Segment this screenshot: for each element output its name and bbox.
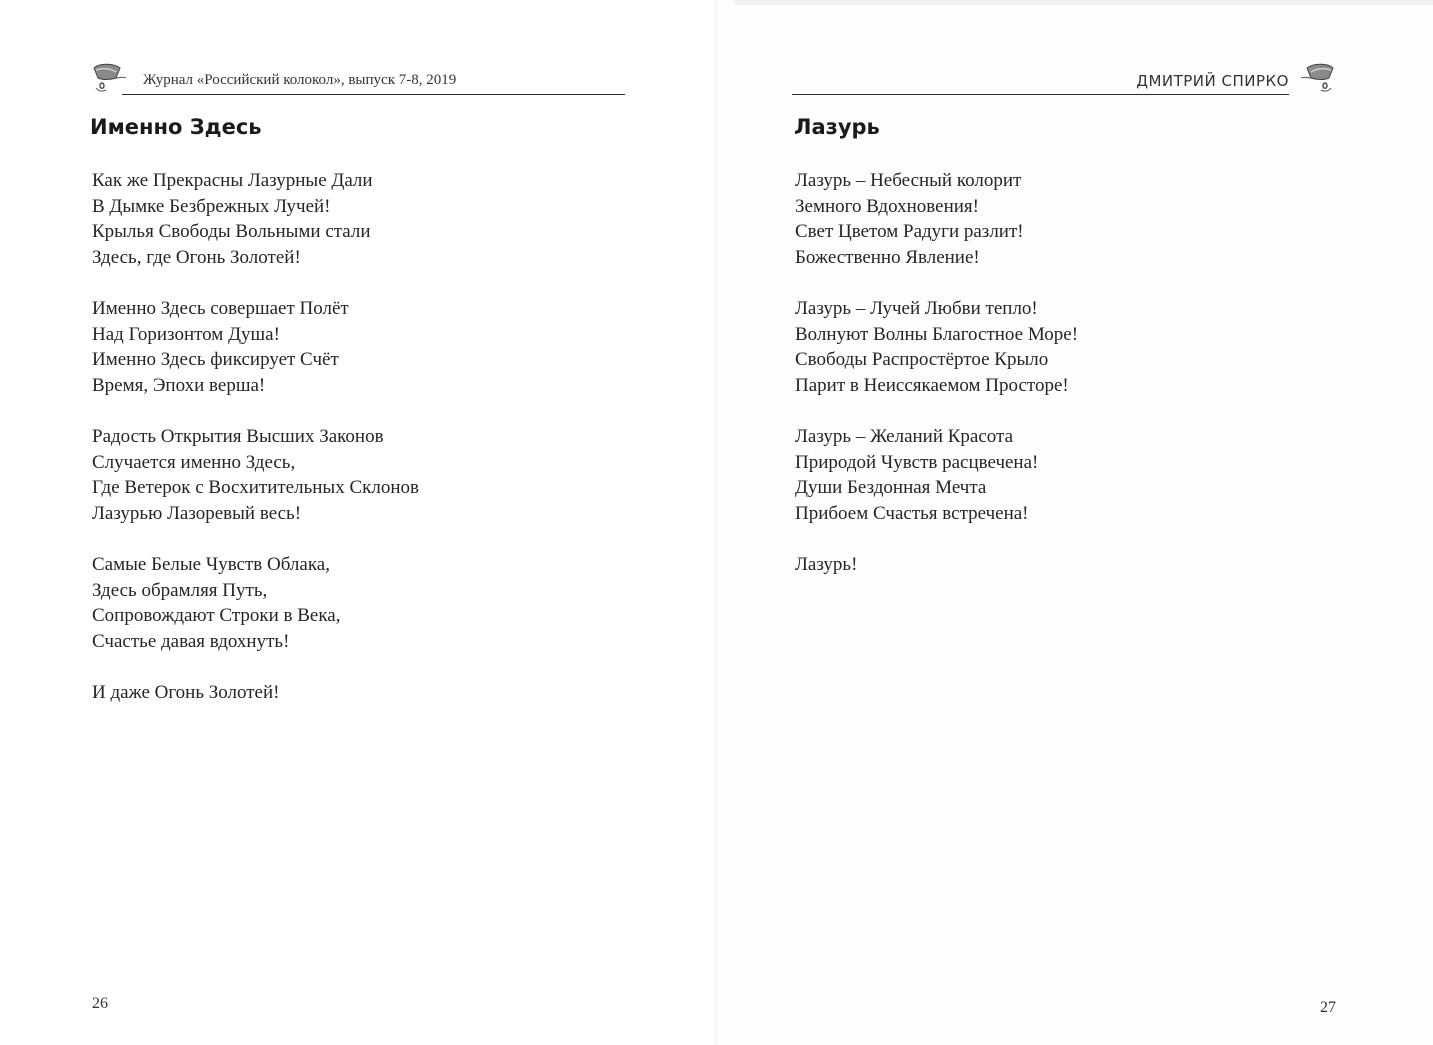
- bell-icon: [90, 58, 132, 98]
- poem-line: Природой Чувств расцвечена!: [795, 451, 1039, 473]
- poem-line: Парит в Неиссякаемом Просторе!: [795, 374, 1069, 396]
- poem-line: В Дымке Безбрежных Лучей!: [92, 195, 331, 217]
- poem-line: Именно Здесь фиксирует Счёт: [92, 349, 339, 371]
- stanza: [92, 296, 419, 398]
- poem-line: Счастье давая вдохнуть!: [92, 630, 290, 652]
- poem-line: Волнуют Волны Благостное Море!: [795, 323, 1079, 345]
- poem-line: Души Бездонная Мечта: [795, 477, 987, 499]
- poem-line: Как же Прекрасны Лазурные Дали: [92, 170, 373, 191]
- poem-line: Именно Здесь совершает Полёт: [92, 297, 349, 319]
- poem-line: Крылья Свободы Вольными стали: [92, 221, 371, 243]
- book-gutter: [714, 0, 718, 1045]
- stanza: [795, 168, 1078, 270]
- poem-body-left: [92, 168, 419, 731]
- poem-body-right: [795, 168, 1078, 603]
- poem-line: Случается именно Здесь,: [92, 451, 296, 473]
- poem-line: Лазурь – Желаний Красота: [795, 425, 1014, 447]
- poem-line: Свет Цветом Радуги разлит!: [795, 221, 1024, 243]
- poem-title: Лазурь: [794, 115, 880, 139]
- poem-line: Лазурь – Лучей Любви тепло!: [795, 297, 1038, 319]
- stanza: [795, 552, 1078, 578]
- poem-line: Здесь обрамляя Путь,: [92, 579, 268, 601]
- poem-line: Над Горизонтом Душа!: [92, 323, 280, 345]
- stanza: [795, 296, 1078, 398]
- journal-title: Журнал «Российский колокол», выпуск 7-8, 2019: [143, 72, 457, 88]
- poem-line: Земного Вдохновения!: [795, 195, 979, 217]
- header-rule: [122, 94, 625, 95]
- left-running-header: [90, 58, 625, 98]
- stanza: [92, 424, 419, 526]
- bell-icon: [1295, 58, 1337, 98]
- stanza: [92, 680, 419, 706]
- scan-edge-shadow: [735, 0, 1433, 5]
- poem-line: Лазурь!: [795, 553, 858, 575]
- right-running-header: [792, 58, 1337, 98]
- poem-line: Где Ветерок с Восхитительных Склонов: [92, 477, 419, 499]
- poem-line: Сопровождают Строки в Века,: [92, 605, 341, 627]
- poem-line: Лазурь – Небесный колорит: [795, 170, 1022, 191]
- poem-line: Лазурью Лазоревый весь!: [92, 502, 302, 524]
- page-number: 26: [92, 995, 108, 1012]
- header-rule: [792, 94, 1289, 95]
- poem-line: Свободы Распростёртое Крыло: [795, 349, 1049, 371]
- poem-line: И даже Огонь Золотей!: [92, 681, 280, 703]
- stanza: [92, 168, 419, 270]
- poem-line: Время, Эпохи верша!: [92, 374, 266, 396]
- author-name: ДМИТРИЙ СПИРКО: [1136, 72, 1289, 90]
- poem-line: Радость Открытия Высших Законов: [92, 425, 384, 447]
- page-number: 27: [1320, 999, 1336, 1016]
- poem-line: Божественно Явление!: [795, 246, 980, 268]
- poem-line: Здесь, где Огонь Золотей!: [92, 246, 301, 268]
- poem-line: Самые Белые Чувств Облака,: [92, 553, 330, 575]
- poem-line: Прибоем Счастья встречена!: [795, 502, 1029, 524]
- stanza: [795, 424, 1078, 526]
- stanza: [92, 552, 419, 654]
- poem-title: Именно Здесь: [90, 115, 262, 139]
